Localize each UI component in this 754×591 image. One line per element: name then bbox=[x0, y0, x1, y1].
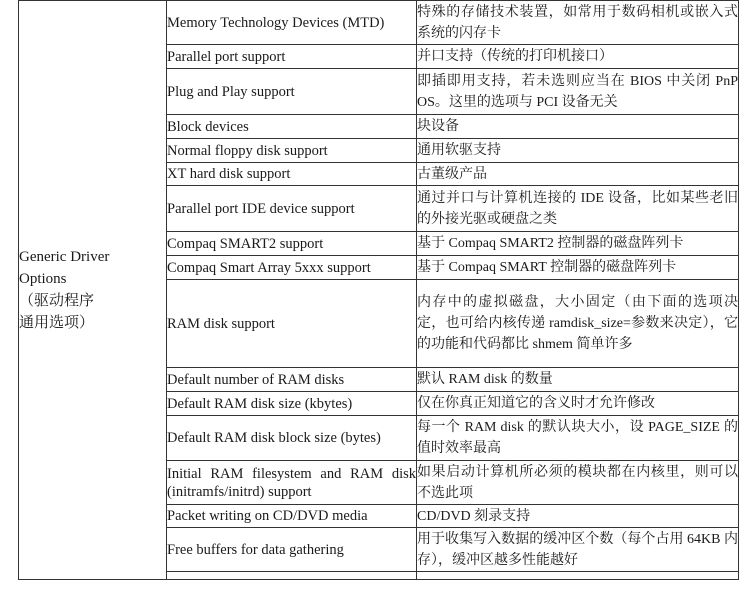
option-name: Default number of RAM disks bbox=[167, 368, 417, 392]
option-name: RAM disk support bbox=[167, 280, 417, 368]
category-title-line: 通用选项） bbox=[19, 315, 95, 331]
option-name: Default RAM disk block size (bytes) bbox=[167, 416, 417, 461]
option-description: 基于 Compaq SMART 控制器的磁盘阵列卡 bbox=[417, 256, 739, 280]
option-description: 通过并口与计算机连接的 IDE 设备，比如某些老旧的外接光驱或硬盘之类 bbox=[417, 186, 739, 232]
option-description: CD/DVD 刻录支持 bbox=[417, 505, 739, 528]
option-name: Memory Technology Devices (MTD) bbox=[167, 1, 417, 45]
option-name: Parallel port support bbox=[167, 45, 417, 69]
option-description: 默认 RAM disk 的数量 bbox=[417, 368, 739, 392]
option-name: Normal floppy disk support bbox=[167, 139, 417, 163]
category-title-line: （驱动程序 bbox=[19, 293, 95, 309]
option-name: Initial RAM filesystem and RAM disk (initramfs/initrd) support bbox=[167, 461, 417, 505]
option-description: 并口支持（传统的打印机接口） bbox=[417, 45, 739, 69]
option-description-empty bbox=[417, 572, 739, 580]
option-description: 如果启动计算机所必须的模块都在内核里，则可以不选此项 bbox=[417, 461, 739, 505]
option-name: Default RAM disk size (kbytes) bbox=[167, 392, 417, 416]
option-name: Plug and Play support bbox=[167, 69, 417, 115]
option-description: 古董级产品 bbox=[417, 163, 739, 186]
option-name-empty bbox=[167, 572, 417, 580]
option-description: 通用软驱支持 bbox=[417, 139, 739, 163]
option-description: 仅在你真正知道它的含义时才允许修改 bbox=[417, 392, 739, 416]
kernel-options-table bbox=[18, 0, 739, 580]
option-description: 块设备 bbox=[417, 115, 739, 139]
category-title-line: Generic Driver bbox=[19, 249, 110, 265]
option-description: 内存中的虚拟磁盘，大小固定（由下面的选项决定，也可给内核传递 ramdisk_size=参数来决定），它的功能和代码都比 shmem 简单许多 bbox=[417, 280, 739, 368]
option-name: Compaq Smart Array 5xxx support bbox=[167, 256, 417, 280]
option-name: Compaq SMART2 support bbox=[167, 232, 417, 256]
option-description: 每一个 RAM disk 的默认块大小，设 PAGE_SIZE 的值时效率最高 bbox=[417, 416, 739, 461]
option-description: 特殊的存储技术装置，如常用于数码相机或嵌入式系统的闪存卡 bbox=[417, 1, 739, 45]
option-description: 即插即用支持，若未选则应当在 BIOS 中关闭 PnP OS。这里的选项与 PCI 设备无关 bbox=[417, 69, 739, 115]
category-title-line: Options bbox=[19, 271, 67, 287]
option-name: Free buffers for data gathering bbox=[167, 528, 417, 572]
option-name: Packet writing on CD/DVD media bbox=[167, 505, 417, 528]
category-cell bbox=[19, 1, 167, 580]
option-name: XT hard disk support bbox=[167, 163, 417, 186]
option-description: 基于 Compaq SMART2 控制器的磁盘阵列卡 bbox=[417, 232, 739, 256]
table-row bbox=[19, 1, 739, 45]
option-name: Parallel port IDE device support bbox=[167, 186, 417, 232]
option-name: Block devices bbox=[167, 115, 417, 139]
option-description: 用于收集写入数据的缓冲区个数（每个占用 64KB 内存），缓冲区越多性能越好 bbox=[417, 528, 739, 572]
